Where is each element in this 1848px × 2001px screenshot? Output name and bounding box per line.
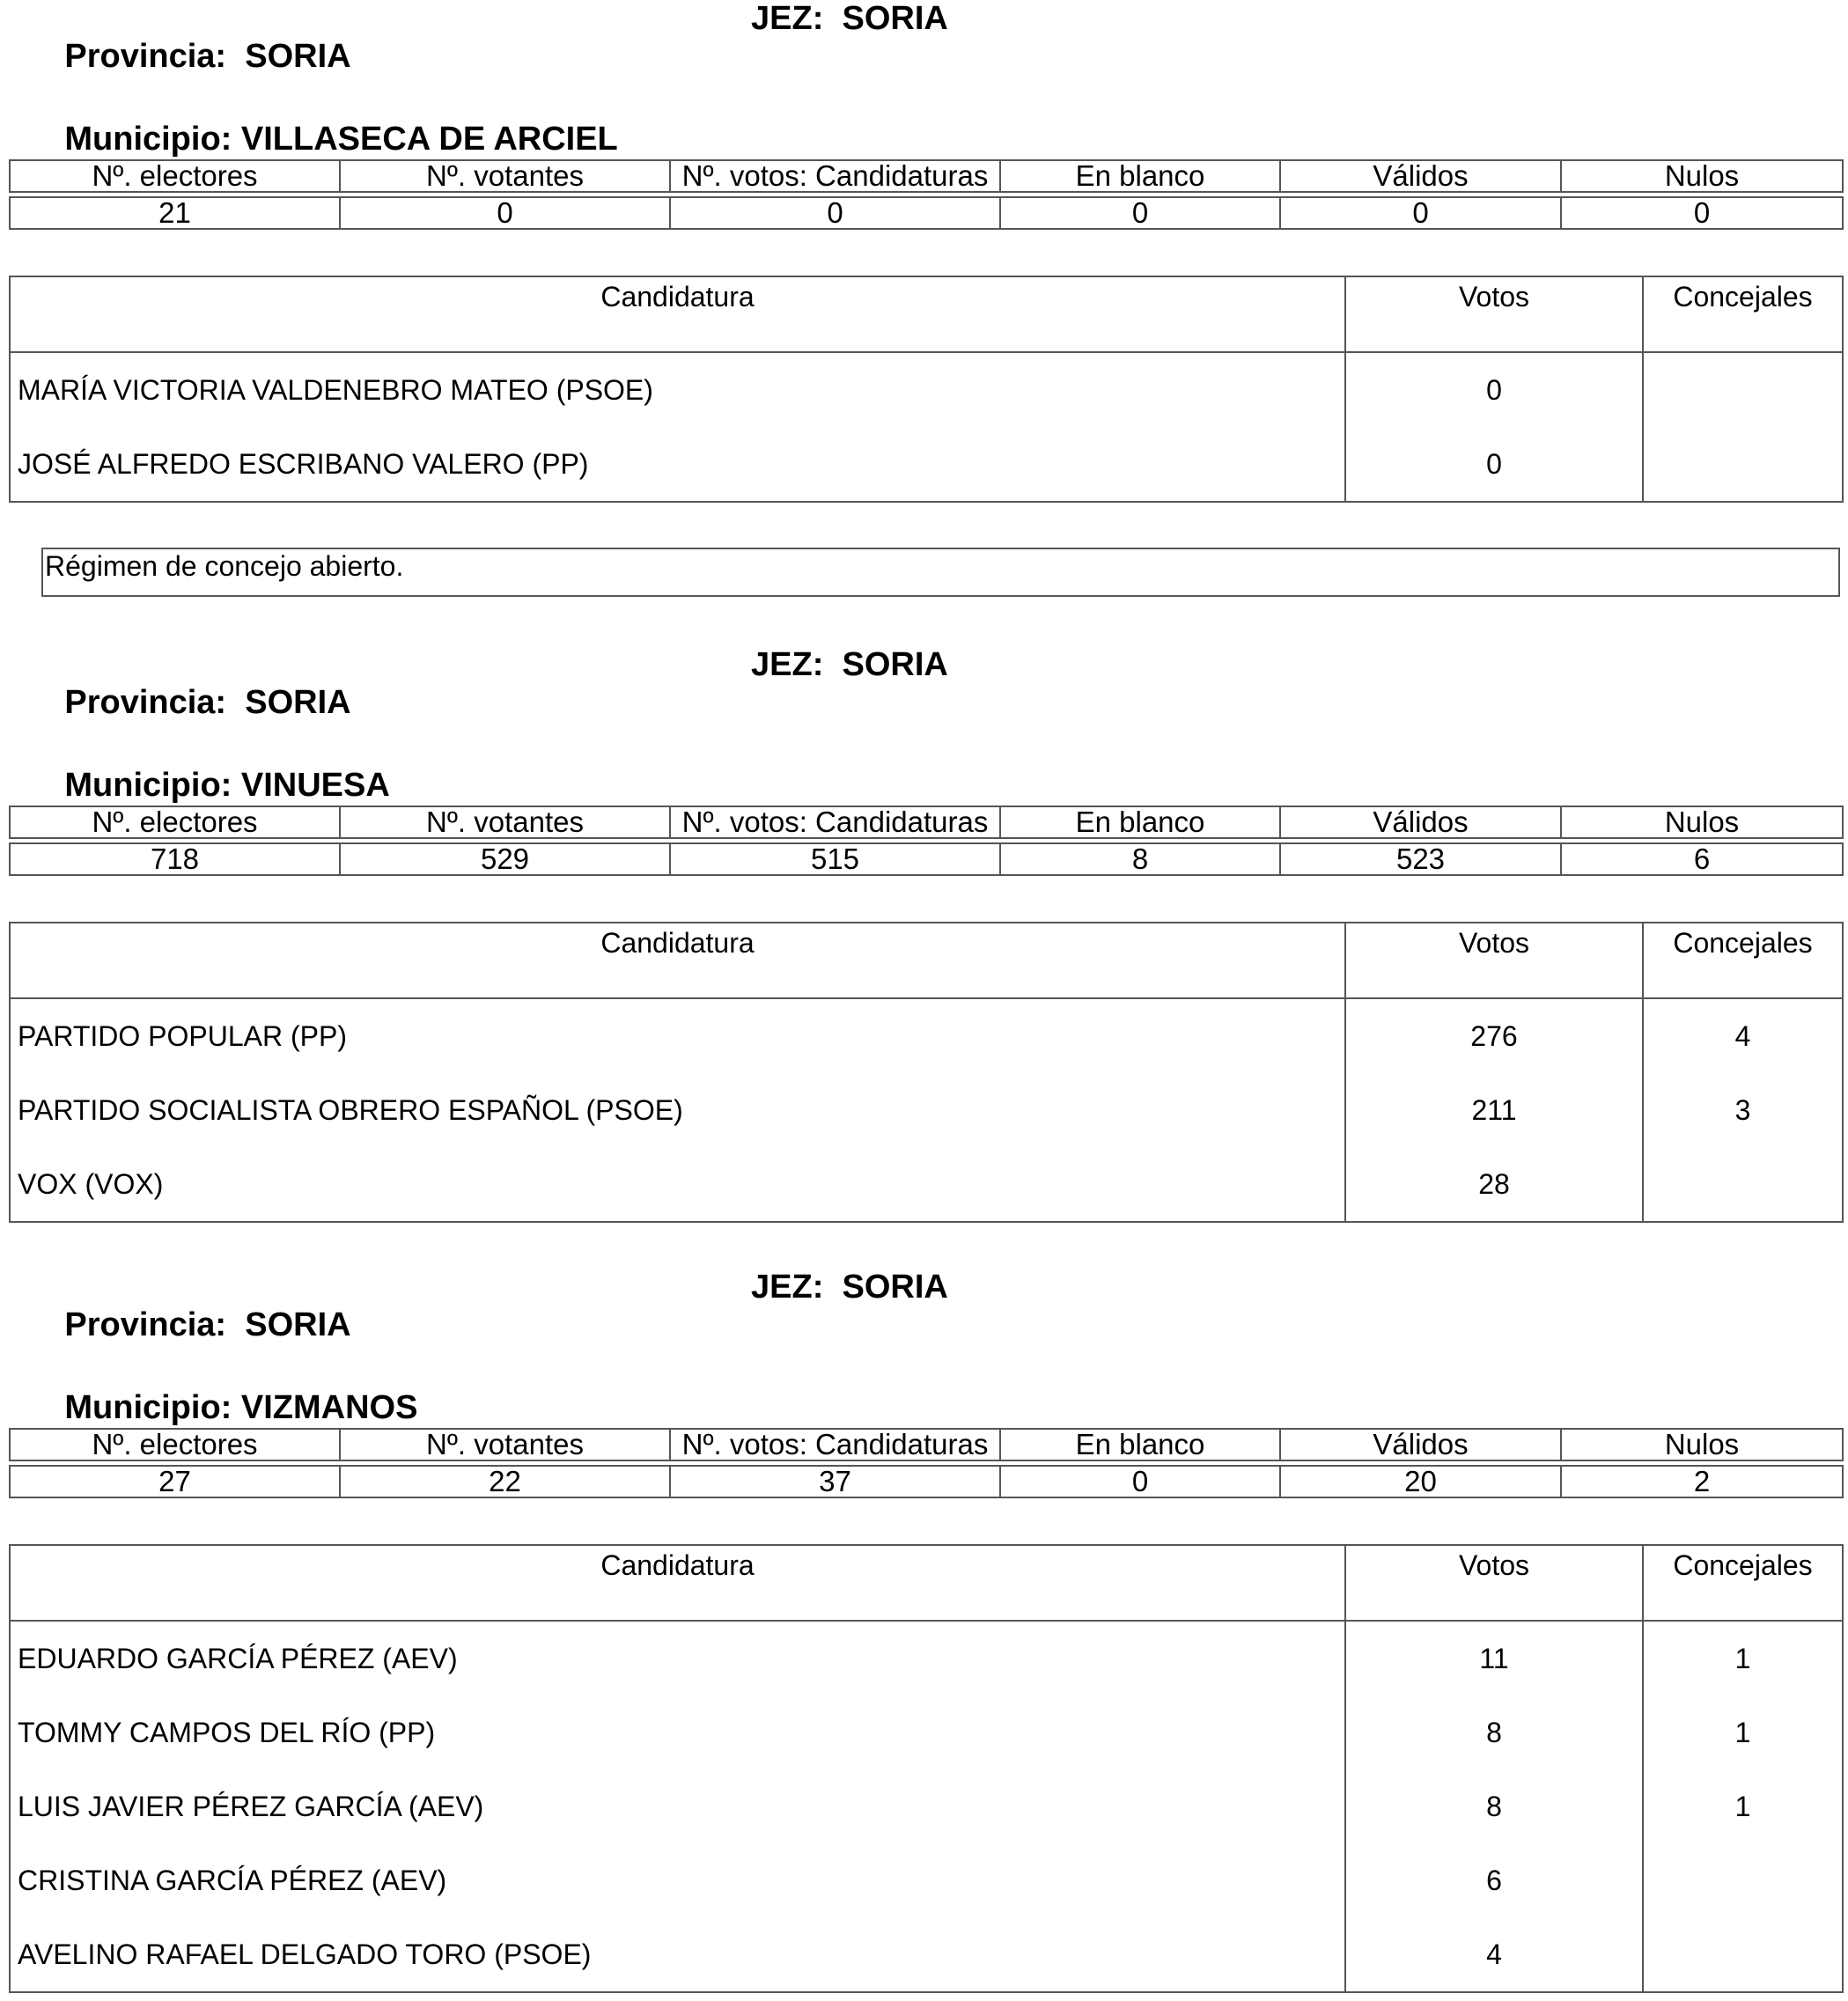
value-electores: 27	[10, 1466, 340, 1497]
candidates-table	[9, 1544, 1844, 1993]
header-nulos: Nulos	[1561, 1429, 1843, 1460]
value-nulos: 6	[1561, 843, 1843, 875]
header-votos-candidaturas: Nº. votos: Candidaturas	[670, 160, 1000, 192]
value-votos-candidaturas: 37	[670, 1466, 1000, 1497]
header-votos-candidaturas: Nº. votos: Candidaturas	[670, 1429, 1000, 1460]
candidate-votes: 6	[1345, 1843, 1643, 1917]
table-row	[10, 1621, 1843, 1696]
header-electores: Nº. electores	[10, 160, 340, 192]
stats-table	[9, 159, 1844, 230]
header-en-blanco: En blanco	[1000, 1429, 1280, 1460]
candidate-seats	[1643, 1147, 1843, 1222]
candidate-seats	[1643, 352, 1843, 427]
candidate-name: LUIS JAVIER PÉREZ GARCÍA (AEV)	[10, 1769, 1345, 1843]
header-concejales: Concejales	[1643, 1545, 1843, 1621]
candidate-name: MARÍA VICTORIA VALDENEBRO MATEO (PSOE)	[10, 352, 1345, 427]
jez-label: JEZ:	[751, 1269, 824, 1306]
municipio-label: Municipio:	[64, 121, 232, 158]
candidate-seats: 3	[1643, 1073, 1843, 1147]
header-candidatura: Candidatura	[10, 923, 1345, 998]
stats-table	[9, 806, 1844, 876]
candidates-table	[9, 922, 1844, 1223]
provincia-label: Provincia:	[64, 684, 227, 721]
jez-value: SORIA	[842, 0, 948, 37]
candidates-header-row	[10, 276, 1843, 352]
stats-header-row	[10, 806, 1843, 838]
table-row	[10, 1917, 1843, 1992]
jez-value: SORIA	[842, 646, 948, 683]
stats-values-row	[10, 1466, 1843, 1497]
value-validos: 523	[1280, 843, 1561, 875]
candidate-seats: 4	[1643, 998, 1843, 1073]
value-en-blanco: 0	[1000, 1466, 1280, 1497]
candidate-seats: 1	[1643, 1696, 1843, 1769]
province-line	[9, 646, 948, 721]
stats-header-row	[10, 160, 1843, 192]
candidate-name: CRISTINA GARCÍA PÉREZ (AEV)	[10, 1843, 1345, 1917]
candidate-name: JOSÉ ALFREDO ESCRIBANO VALERO (PP)	[10, 427, 1345, 502]
candidate-votes: 211	[1345, 1073, 1643, 1147]
candidate-votes: 276	[1345, 998, 1643, 1073]
stats-values-row	[10, 197, 1843, 229]
provincia-value: SORIA	[245, 1306, 351, 1343]
note-box	[41, 548, 1840, 597]
municipio-label: Municipio:	[64, 1389, 232, 1426]
header-en-blanco: En blanco	[1000, 806, 1280, 838]
candidate-seats: 1	[1643, 1769, 1843, 1843]
candidate-name: TOMMY CAMPOS DEL RÍO (PP)	[10, 1696, 1345, 1769]
candidates-header-row	[10, 1545, 1843, 1621]
provincia-value: SORIA	[245, 684, 351, 721]
jez-value: SORIA	[842, 1269, 948, 1306]
candidate-name: EDUARDO GARCÍA PÉREZ (AEV)	[10, 1621, 1345, 1696]
candidates-header-row	[10, 923, 1843, 998]
candidate-votes: 11	[1345, 1621, 1643, 1696]
table-row	[10, 427, 1843, 502]
candidate-name: PARTIDO POPULAR (PP)	[10, 998, 1345, 1073]
candidate-votes: 4	[1345, 1917, 1643, 1992]
candidate-seats	[1643, 1917, 1843, 1992]
table-row	[10, 1147, 1843, 1222]
header-concejales: Concejales	[1643, 276, 1843, 352]
value-nulos: 0	[1561, 197, 1843, 229]
candidate-votes: 0	[1345, 352, 1643, 427]
table-row	[10, 1073, 1843, 1147]
jez-line	[751, 0, 948, 38]
header-votantes: Nº. votantes	[340, 1429, 670, 1460]
candidate-seats: 1	[1643, 1621, 1843, 1696]
value-en-blanco: 8	[1000, 843, 1280, 875]
value-electores: 21	[10, 197, 340, 229]
stats-values-row	[10, 843, 1843, 875]
value-validos: 0	[1280, 197, 1561, 229]
municipio-value: VILLASECA DE ARCIEL	[240, 121, 618, 158]
candidate-votes: 28	[1345, 1147, 1643, 1222]
header-votos: Votos	[1345, 276, 1643, 352]
header-votantes: Nº. votantes	[340, 806, 670, 838]
candidate-seats	[1643, 427, 1843, 502]
stats-header-row	[10, 1429, 1843, 1460]
province-line	[9, 1269, 948, 1343]
municipio-label: Municipio:	[64, 767, 232, 804]
table-row	[10, 1696, 1843, 1769]
candidate-name: AVELINO RAFAEL DELGADO TORO (PSOE)	[10, 1917, 1345, 1992]
header-en-blanco: En blanco	[1000, 160, 1280, 192]
header-concejales: Concejales	[1643, 923, 1843, 998]
municipio-value: VINUESA	[240, 767, 390, 804]
header-candidatura: Candidatura	[10, 276, 1345, 352]
municipio-value: VIZMANOS	[240, 1389, 418, 1426]
value-electores: 718	[10, 843, 340, 875]
table-row	[10, 1843, 1843, 1917]
header-votos-candidaturas: Nº. votos: Candidaturas	[670, 806, 1000, 838]
header-electores: Nº. electores	[10, 1429, 340, 1460]
jez-label: JEZ:	[751, 0, 824, 37]
header-electores: Nº. electores	[10, 806, 340, 838]
provincia-label: Provincia:	[64, 1306, 227, 1343]
header-votos: Votos	[1345, 1545, 1643, 1621]
candidates-table	[9, 276, 1844, 503]
value-validos: 20	[1280, 1466, 1561, 1497]
candidate-votes: 8	[1345, 1769, 1643, 1843]
value-votantes: 22	[340, 1466, 670, 1497]
provincia-value: SORIA	[245, 38, 351, 75]
header-candidatura: Candidatura	[10, 1545, 1345, 1621]
table-row	[10, 1769, 1843, 1843]
jez-line	[751, 646, 948, 684]
value-votantes: 0	[340, 197, 670, 229]
value-en-blanco: 0	[1000, 197, 1280, 229]
header-validos: Válidos	[1280, 160, 1561, 192]
jez-label: JEZ:	[751, 646, 824, 683]
candidate-votes: 0	[1345, 427, 1643, 502]
candidate-seats	[1643, 1843, 1843, 1917]
value-nulos: 2	[1561, 1466, 1843, 1497]
note-text: Régimen de concejo abierto.	[45, 550, 404, 582]
header-nulos: Nulos	[1561, 160, 1843, 192]
candidate-name: VOX (VOX)	[10, 1147, 1345, 1222]
value-votos-candidaturas: 0	[670, 197, 1000, 229]
table-row	[10, 352, 1843, 427]
header-validos: Válidos	[1280, 1429, 1561, 1460]
stats-table	[9, 1428, 1844, 1498]
jez-line	[751, 1269, 948, 1306]
value-votos-candidaturas: 515	[670, 843, 1000, 875]
header-nulos: Nulos	[1561, 806, 1843, 838]
table-row	[10, 998, 1843, 1073]
header-votantes: Nº. votantes	[340, 160, 670, 192]
header-votos: Votos	[1345, 923, 1643, 998]
candidate-name: PARTIDO SOCIALISTA OBRERO ESPAÑOL (PSOE)	[10, 1073, 1345, 1147]
candidate-votes: 8	[1345, 1696, 1643, 1769]
header-validos: Válidos	[1280, 806, 1561, 838]
province-line	[9, 0, 948, 75]
value-votantes: 529	[340, 843, 670, 875]
provincia-label: Provincia:	[64, 38, 227, 75]
